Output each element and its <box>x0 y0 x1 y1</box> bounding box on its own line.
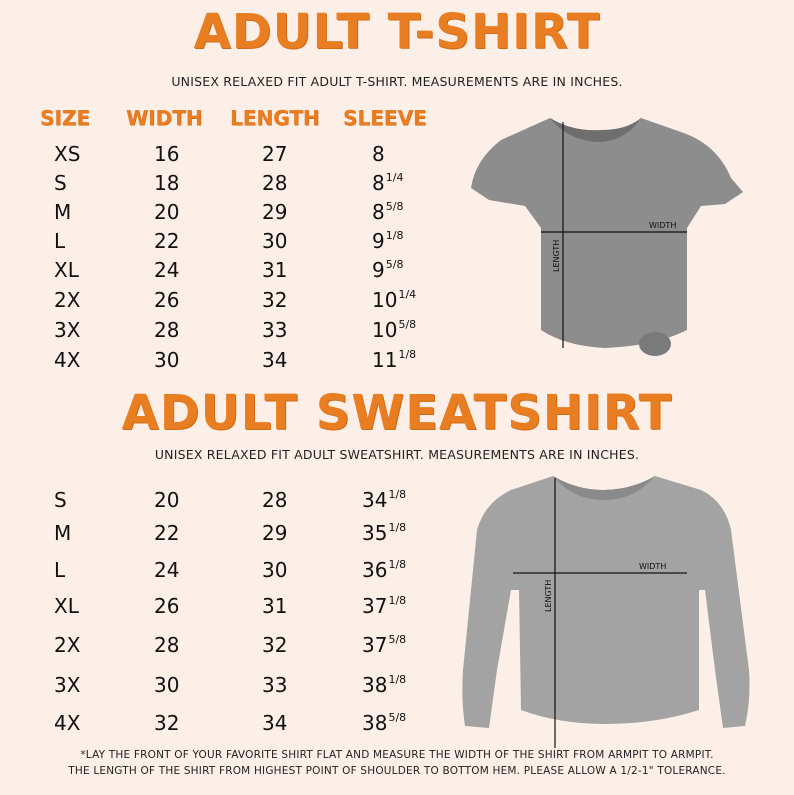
sweatshirt-sleeve-value: 35 <box>362 521 388 545</box>
tshirt-row-3-length <box>262 229 287 253</box>
sweatshirt-title: ADULT SWEATSHIRT <box>121 385 673 441</box>
tshirt-row-4-sleeve <box>372 258 403 282</box>
tshirt-row-1-size <box>54 171 67 195</box>
tshirt-row-6-sleeve <box>372 318 416 342</box>
tshirt-length-value: 29 <box>262 200 288 224</box>
tshirt-width-value: 20 <box>154 200 180 224</box>
tshirt-length-value: 33 <box>262 318 288 342</box>
tshirt-row-2-size <box>54 200 71 224</box>
tshirt-sleeve-fraction: 1/4 <box>385 171 404 184</box>
tshirt-row-4-size <box>54 258 79 282</box>
sweatshirt-sleeve-value: 37 <box>362 633 388 657</box>
tshirt-sleeve-value: 8 <box>372 142 385 166</box>
sweatshirt-width-value: 22 <box>154 521 180 545</box>
sweatshirt-subtitle: UNISEX RELAXED FIT ADULT SWEATSHIRT. MEASUREMENTS ARE IN INCHES. <box>154 447 640 462</box>
tshirt-row-6-size <box>54 318 80 342</box>
sweatshirt-row-0-sleeve <box>362 488 406 512</box>
sweatshirt-row-3-size <box>54 594 79 618</box>
sweatshirt-row-2-sleeve <box>362 558 406 582</box>
tshirt-row-0-width <box>154 142 179 166</box>
sweatshirt-row-1-length <box>262 521 287 545</box>
tshirt-width-value: 30 <box>154 348 180 372</box>
tshirt-row-1-sleeve <box>372 171 403 195</box>
sweatshirt-size-value: S <box>54 488 67 512</box>
footnote-line-2: THE LENGTH OF THE SHIRT FROM HIGHEST POINT OF SHOULDER TO BOTTOM HEM. PLEASE ALLOW A 1/2-1" TOLERANCE. <box>68 765 726 777</box>
tshirt-subtitle: UNISEX RELAXED FIT ADULT T-SHIRT. MEASUREMENTS ARE IN INCHES. <box>171 74 623 89</box>
sweatshirt-length-value: 32 <box>262 633 288 657</box>
tshirt-diagram <box>455 108 755 380</box>
tshirt-row-0-sleeve <box>372 142 385 166</box>
sweatshirt-sleeve-fraction: 5/8 <box>388 633 407 646</box>
tshirt-length-label: LENGTH <box>552 239 561 272</box>
sweatshirt-length-value: 28 <box>262 488 288 512</box>
sweatshirt-row-4-length <box>262 633 287 657</box>
tshirt-row-1-width <box>154 171 179 195</box>
tshirt-shape-icon <box>471 118 743 348</box>
sweatshirt-size-value: 4X <box>54 711 81 735</box>
sweatshirt-row-3-sleeve <box>362 594 406 618</box>
sweatshirt-row-2-length <box>262 558 287 582</box>
sweatshirt-row-1-size <box>54 521 71 545</box>
sweatshirt-size-value: 2X <box>54 633 81 657</box>
sweatshirt-row-1-sleeve <box>362 521 406 545</box>
tshirt-row-6-length <box>262 318 287 342</box>
tshirt-row-4-length <box>262 258 287 282</box>
tshirt-width-value: 18 <box>154 171 180 195</box>
sweatshirt-sleeve-fraction: 1/8 <box>388 521 407 534</box>
sweatshirt-row-0-size <box>54 488 67 512</box>
tshirt-sleeve-value: 10 <box>372 288 398 312</box>
sweatshirt-shape-icon <box>462 476 749 728</box>
sweatshirt-sleeve-value: 36 <box>362 558 388 582</box>
sweatshirt-length-value: 33 <box>262 673 288 697</box>
tshirt-row-5-size <box>54 288 80 312</box>
sweatshirt-size-value: L <box>54 558 66 582</box>
sweatshirt-row-3-length <box>262 594 287 618</box>
tshirt-row-7-width <box>154 348 179 372</box>
tshirt-length-value: 30 <box>262 229 288 253</box>
tshirt-title: ADULT T-SHIRT <box>193 4 601 60</box>
footnote-line-1: *LAY THE FRONT OF YOUR FAVORITE SHIRT FLAT AND MEASURE THE WIDTH OF THE SHIRT FROM ARMPIT TO ARMPIT. <box>80 749 714 761</box>
tshirt-row-3-size <box>54 229 65 253</box>
sweatshirt-sleeve-fraction: 5/8 <box>388 711 407 724</box>
tshirt-width-value: 22 <box>154 229 180 253</box>
tshirt-length-value: 28 <box>262 171 288 195</box>
tshirt-sleeve-fraction: 1/8 <box>398 348 417 361</box>
tshirt-width-value: 28 <box>154 318 180 342</box>
sweatshirt-size-value: XL <box>54 594 79 618</box>
sweatshirt-row-6-size <box>54 711 80 735</box>
sweatshirt-length-value: 34 <box>262 711 288 735</box>
tshirt-row-4-width <box>154 258 179 282</box>
tshirt-row-2-width <box>154 200 179 224</box>
header-width: WIDTH <box>126 106 203 130</box>
sweatshirt-sleeve-value: 38 <box>362 711 388 735</box>
tshirt-size-value: 2X <box>54 288 81 312</box>
tshirt-row-3-width <box>154 229 179 253</box>
sweatshirt-row-5-length <box>262 673 287 697</box>
tshirt-row-0-length <box>262 142 287 166</box>
sweatshirt-row-6-width <box>154 711 179 735</box>
sweatshirt-row-5-width <box>154 673 179 697</box>
tshirt-size-value: XS <box>54 142 81 166</box>
tshirt-row-5-width <box>154 288 179 312</box>
sweatshirt-width-value: 20 <box>154 488 180 512</box>
sweatshirt-row-4-sleeve <box>362 633 406 657</box>
tshirt-length-value: 34 <box>262 348 288 372</box>
tshirt-row-2-sleeve <box>372 200 403 224</box>
tshirt-row-7-length <box>262 348 287 372</box>
tshirt-size-value: 3X <box>54 318 81 342</box>
sweatshirt-length-value: 29 <box>262 521 288 545</box>
header-length: LENGTH <box>230 106 320 130</box>
sweatshirt-row-6-sleeve <box>362 711 406 735</box>
tshirt-width-value: 24 <box>154 258 180 282</box>
tshirt-sleeve-fraction: 5/8 <box>385 258 404 271</box>
sweatshirt-row-4-size <box>54 633 80 657</box>
sweatshirt-sleeve-value: 34 <box>362 488 388 512</box>
tshirt-row-5-length <box>262 288 287 312</box>
tshirt-width-label: WIDTH <box>649 221 677 230</box>
tshirt-sleeve-fraction: 5/8 <box>385 200 404 213</box>
tshirt-length-value: 32 <box>262 288 288 312</box>
sweatshirt-sleeve-value: 38 <box>362 673 388 697</box>
tshirt-row-1-length <box>262 171 287 195</box>
tshirt-size-value: 4X <box>54 348 81 372</box>
sweatshirt-diagram <box>455 470 755 750</box>
tshirt-sleeve-value: 10 <box>372 318 398 342</box>
tshirt-sleeve-value: 11 <box>372 348 398 372</box>
tshirt-row-3-sleeve <box>372 229 403 253</box>
sweatshirt-sleeve-fraction: 1/8 <box>388 594 407 607</box>
sweatshirt-row-3-width <box>154 594 179 618</box>
sweatshirt-row-2-width <box>154 558 179 582</box>
tshirt-length-value: 31 <box>262 258 288 282</box>
tshirt-width-value: 16 <box>154 142 180 166</box>
tshirt-row-7-sleeve <box>372 348 416 372</box>
tshirt-sleeve-fraction: 1/4 <box>398 288 417 301</box>
sweatshirt-row-4-width <box>154 633 179 657</box>
sweatshirt-size-value: 3X <box>54 673 81 697</box>
tshirt-size-value: M <box>54 200 72 224</box>
tshirt-length-value: 27 <box>262 142 288 166</box>
tshirt-sleeve-value: 8 <box>372 171 385 195</box>
sweatshirt-size-value: M <box>54 521 72 545</box>
sweatshirt-sleeve-value: 37 <box>362 594 388 618</box>
sweatshirt-sleeve-fraction: 1/8 <box>388 488 407 501</box>
sweatshirt-row-0-width <box>154 488 179 512</box>
sweatshirt-row-6-length <box>262 711 287 735</box>
tshirt-row-7-size <box>54 348 80 372</box>
tshirt-sleeve-fraction: 5/8 <box>398 318 417 331</box>
sweatshirt-row-5-sleeve <box>362 673 406 697</box>
tshirt-size-value: L <box>54 229 66 253</box>
sweatshirt-row-1-width <box>154 521 179 545</box>
sweatshirt-sleeve-fraction: 1/8 <box>388 673 407 686</box>
sweatshirt-width-value: 28 <box>154 633 180 657</box>
sweatshirt-width-value: 24 <box>154 558 180 582</box>
sweatshirt-length-value: 31 <box>262 594 288 618</box>
tshirt-sleeve-fraction: 1/8 <box>385 229 404 242</box>
tshirt-sleeve-value: 8 <box>372 200 385 224</box>
sweatshirt-row-0-length <box>262 488 287 512</box>
tshirt-row-6-width <box>154 318 179 342</box>
sweatshirt-row-5-size <box>54 673 80 697</box>
tshirt-width-value: 26 <box>154 288 180 312</box>
header-sleeve: SLEEVE <box>343 106 427 130</box>
sweatshirt-width-value: 26 <box>154 594 180 618</box>
header-size: SIZE <box>40 106 91 130</box>
tshirt-row-5-sleeve <box>372 288 416 312</box>
sweatshirt-width-value: 30 <box>154 673 180 697</box>
sweatshirt-width-value: 32 <box>154 711 180 735</box>
tshirt-size-value: XL <box>54 258 79 282</box>
tshirt-sleeve-value: 9 <box>372 258 385 282</box>
sweatshirt-sleeve-fraction: 1/8 <box>388 558 407 571</box>
sweatshirt-width-label: WIDTH <box>639 562 667 571</box>
tshirt-size-value: S <box>54 171 67 195</box>
sweatshirt-length-value: 30 <box>262 558 288 582</box>
tshirt-row-0-size <box>54 142 80 166</box>
sweatshirt-row-2-size <box>54 558 65 582</box>
tshirt-row-2-length <box>262 200 287 224</box>
sweatshirt-length-label: LENGTH <box>544 579 553 612</box>
tshirt-sleeve-value: 9 <box>372 229 385 253</box>
